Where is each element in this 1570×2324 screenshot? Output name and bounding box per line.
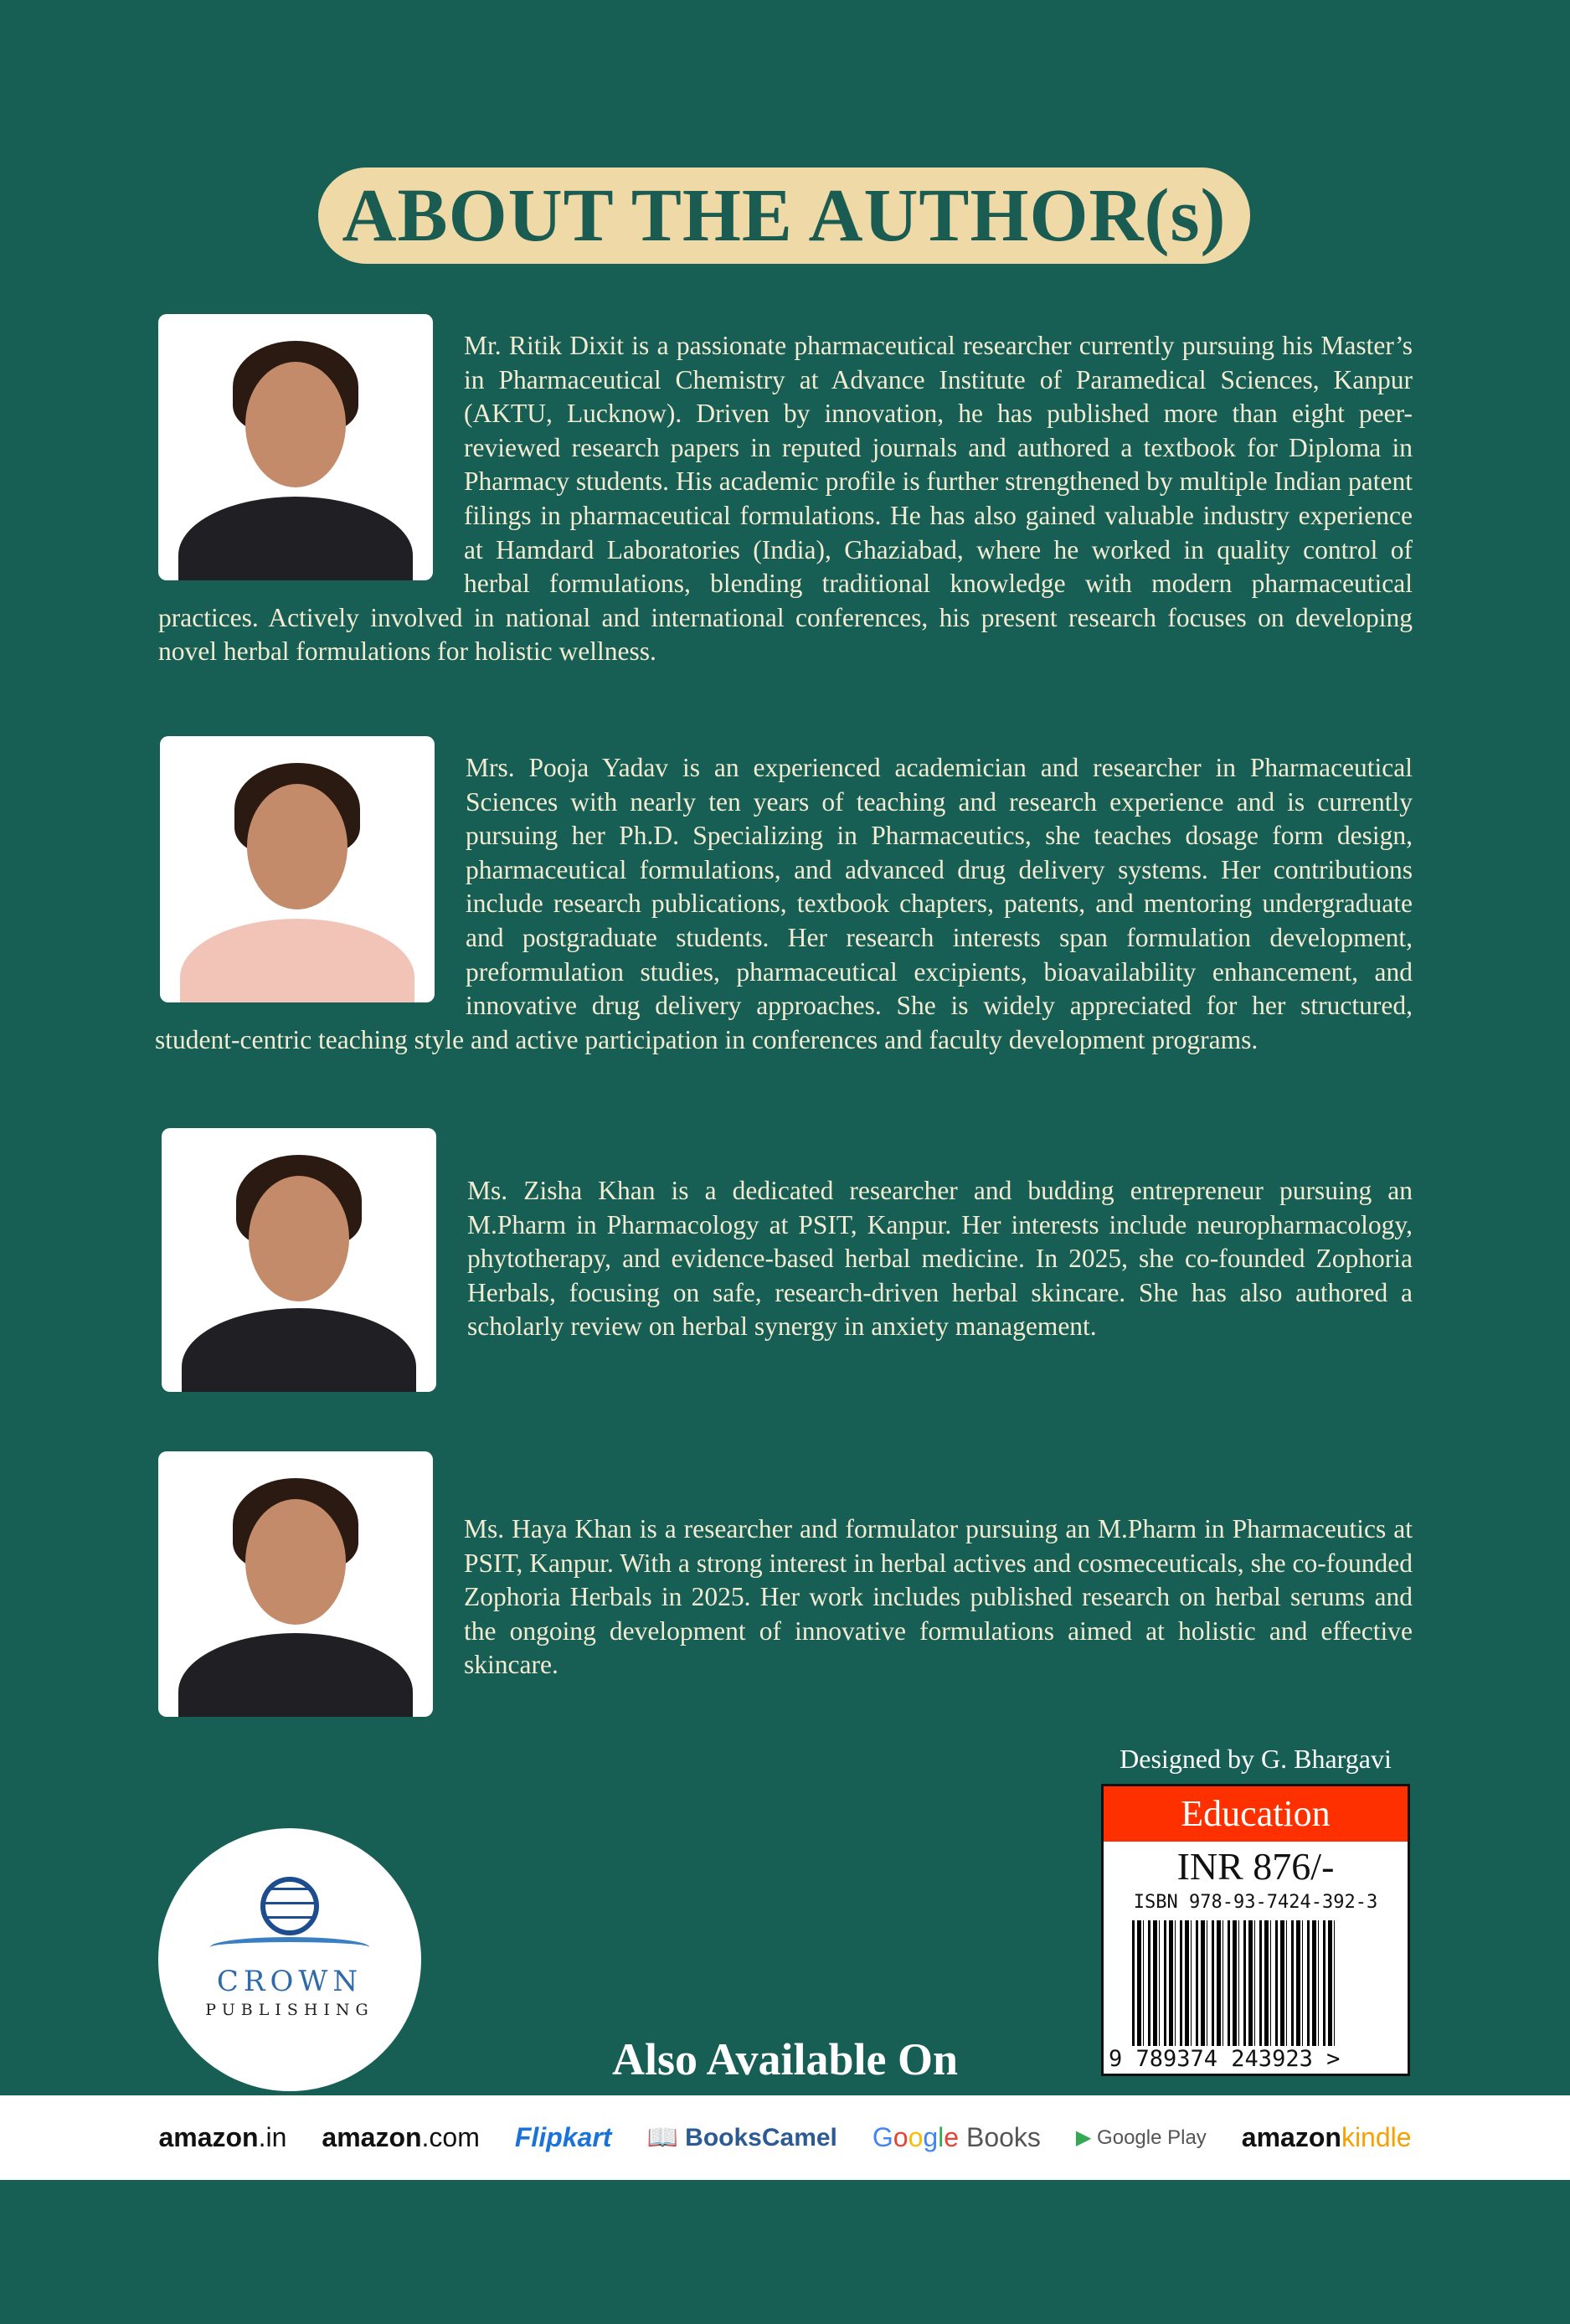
logo-text: amazon [158, 2122, 259, 2152]
logo-text: amazon [322, 2122, 422, 2152]
price-barcode-box [1101, 1784, 1410, 2076]
logo-text: .in [258, 2122, 287, 2152]
author-photo-4 [158, 1451, 433, 1717]
designer-credit: Designed by G. Bhargavi [1120, 1744, 1392, 1774]
logo-text: o [893, 2122, 909, 2152]
also-available-heading: Also Available On [611, 2034, 959, 2084]
amazon-kindle-logo[interactable] [1242, 2122, 1412, 2153]
logo-text: Books [959, 2122, 1041, 2152]
publisher-name: CROWN [216, 1965, 363, 1998]
barcode-number: 9 789374 243923 > [1109, 2046, 1341, 2072]
logo-text: g [923, 2122, 939, 2152]
author-photo-2 [160, 736, 435, 1002]
author-photo-3 [162, 1128, 436, 1392]
author-bio-text: Ms. Haya Khan is a researcher and formulator pursuing an M.Pharm in Pharmaceutics at PSIT, Kanpur. With a strong interest in herbal actives and cosmeceuticals, she co-founded Zophoria Herbals in 2025. Her work includes published research on herbal serums and the ongoing development of innovative formulations aimed at holistic and effective skincare. [464, 1514, 1413, 1680]
logo-text: .com [421, 2122, 480, 2152]
author-bio-2 [155, 751, 1413, 1057]
globe-icon [260, 1877, 319, 1935]
author-bio-1 [158, 329, 1413, 669]
author-bio-text: Ms. Zisha Khan is a dedicated researcher and budding entrepreneur pursuing an M.Pharm in Pharmacology at PSIT, Kanpur. Her interests include neuropharmacology, phytotherapy, and evidence-based herbal medicine. In 2025, she co-founded Zophoria Herbals, focusing on safe, research-driven herbal skincare. She has also authored a scholarly review on herbal synergy in anxiety management. [467, 1176, 1413, 1342]
logo-text: amazon [1241, 2122, 1341, 2152]
logo-text: o [908, 2122, 924, 2152]
author-bio-4 [158, 1512, 1413, 1720]
author-bio-3 [158, 1174, 1413, 1395]
open-book-icon [210, 1937, 369, 1957]
price: INR 876/- [1176, 1845, 1335, 1888]
flipkart-logo[interactable]: Flipkart [514, 2122, 612, 2152]
logo-text: BooksCamel [685, 2124, 837, 2151]
author-bio-text: Mrs. Pooja Yadav is an experienced academician and researcher in Pharmaceutical Sciences with nearly ten years of teaching and research experience and is currently pursuing her Ph.D. Specializing in Pharmaceutics, she teaches dosage form design, pharmaceutical formulations, and advanced drug delivery systems. Her contributions include research publications, textbook chapters, patents, and mentoring undergraduate and postgraduate students. Her research interests span formulation development, preformulation studies, pharmaceutical excipients, bioavailability enhancement, and innovative drug delivery approaches. She is widely appreciated for her structured, student-centric teaching style and active participation in conferences and faculty development programs. [155, 753, 1413, 1054]
amazon-in-logo[interactable] [158, 2122, 286, 2153]
amazon-com-logo[interactable] [322, 2122, 479, 2153]
store-logos-band [0, 2095, 1570, 2180]
author-photo-1 [158, 314, 433, 580]
category-label: Education [1104, 1786, 1408, 1842]
play-icon: ▶ [1075, 2126, 1092, 2149]
logo-text: G [872, 2122, 893, 2152]
bookscamel-logo[interactable]: 📖 BooksCamel [646, 2124, 837, 2151]
logo-text: l [938, 2122, 945, 2152]
author-bio-text: Mr. Ritik Dixit is a passionate pharmaceutical researcher currently pursuing his Master’s in Pharmaceutical Chemistry at Advance Institute of Paramedical Sciences, Kanpur (AKTU, Lucknow). Driven by innovation, he has published more than eight peer-reviewed research papers in reputed journals and authored a textbook for Diploma in Pharmacy students. His academic profile is further strengthened by multiple Indian patent filings in pharmaceutical formulations. He has also gained valuable industry experience at Hamdard Laboratories (India), Ghaziabad, where he worked in quality control of herbal formulations, blending traditional knowledge with modern pharmaceutical practices. Actively involved in national and international conferences, his present research focuses on developing novel herbal formulations for holistic wellness. [158, 331, 1413, 667]
logo-text: kindle [1341, 2122, 1412, 2152]
isbn: ISBN 978-93-7424-392-3 [1133, 1892, 1378, 1913]
logo-text: e [944, 2122, 960, 2152]
google-play-logo[interactable] [1076, 2126, 1207, 2150]
logo-text: Google Play [1097, 2126, 1207, 2149]
google-books-logo[interactable] [873, 2122, 1041, 2153]
publisher-tagline: PUBLISHING [205, 2001, 374, 2019]
page-title: ABOUT THE AUTHOR(s) [318, 167, 1250, 264]
